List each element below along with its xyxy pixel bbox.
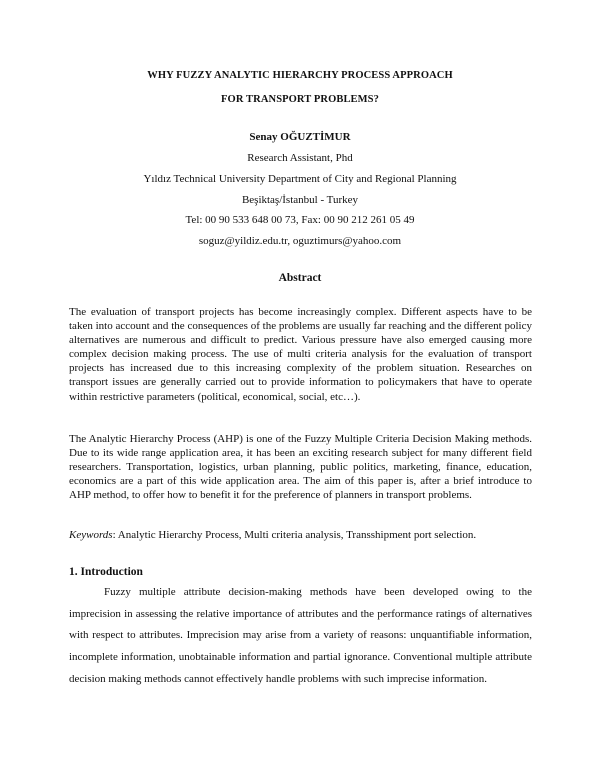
introduction-paragraph: Fuzzy multiple attribute decision-making methods have been developed owing to the imprecision in assessing the relative importance of attributes and the performance ratings of alternatives with respect to attributes. Imprecision may arise from a variety of reasons: unquantifiable information, incomplete information, unobtainable information and partial ignorance. Conventional multiple attribute decision making methods cannot effectively handle problems with such imprecise information.	[69, 586, 532, 685]
keywords-text: : Analytic Hierarchy Process, Multi criteria analysis, Transshipment port selection.	[112, 529, 477, 541]
keywords-label: Keywords	[69, 529, 113, 541]
author-phone-fax: Tel: 00 90 533 648 00 73, Fax: 00 90 212 261 05 49	[185, 214, 415, 226]
paper-title-line-2: FOR TRANSPORT PROBLEMS?	[221, 94, 379, 105]
author-name: Senay OĞUZTİMUR	[249, 131, 351, 143]
author-affiliation: Yıldız Technical University Department of City and Regional Planning	[143, 173, 457, 185]
section-heading-introduction: 1. Introduction	[69, 566, 143, 578]
abstract-paragraph-2: The Analytic Hierarchy Process (AHP) is one of the Fuzzy Multiple Criteria Decision Making methods. Due to its wide range application area, it has been an exciting research subject for many different field researchers. Transportation, logistics, urban planning, public politics, marketing, finance, education, economics are a part of this wide application area. The aim of this paper is, after a brief introduce to AHP method, to offer how to benefit it for the preference of planners in transport problems.	[69, 433, 532, 501]
abstract-paragraph-1: The evaluation of transport projects has become increasingly complex. Different aspects have to be taken into account and the consequences of the problems are usually far reaching and the different policy alternatives are numerous and difficult to predict. Various pressure have also emerged causing more complex decision making process. The use of multi criteria analysis for the evaluation of transport projects has increased due to this increasing complexity of the problem situation. Researches on transport issues are generally carried out to provide information to policymakers that have to operate within restrictive parameters (political, economical, social, etc…).	[69, 306, 532, 403]
author-role: Research Assistant, Phd	[247, 152, 353, 164]
abstract-heading: Abstract	[278, 272, 322, 284]
keywords-line	[69, 528, 532, 542]
author-location: Beşiktaş/İstanbul - Turkey	[241, 194, 359, 206]
author-email: soguz@yildiz.edu.tr, oguztimurs@yahoo.com	[198, 235, 402, 247]
paper-title-line-1: WHY FUZZY ANALYTIC HIERARCHY PROCESS APPROACH	[147, 70, 453, 81]
